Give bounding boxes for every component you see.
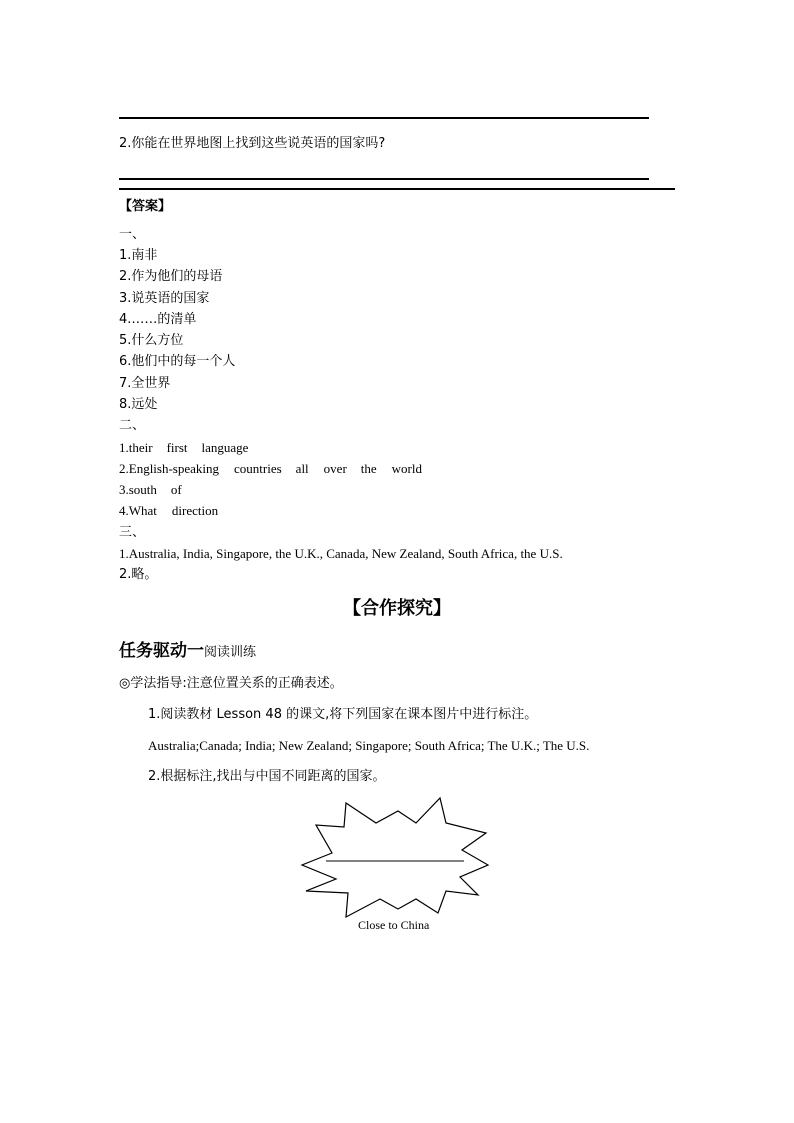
section-2-label: 二、 bbox=[119, 418, 146, 433]
word: first bbox=[166, 440, 188, 455]
figure-caption: Close to China bbox=[358, 918, 430, 932]
word: 1.their bbox=[119, 440, 153, 455]
section-3-label: 三、 bbox=[119, 525, 146, 540]
question-2: 2.你能在世界地图上找到这些说英语的国家吗? bbox=[119, 136, 386, 151]
word: direction bbox=[171, 503, 219, 518]
section-2-item bbox=[119, 482, 182, 498]
section-3-item: 1.Australia, India, Singapore, the U.K., Canada, New Zealand, South Africa, the U.S. bbox=[119, 546, 563, 561]
answer-line-2 bbox=[119, 178, 649, 180]
word: the bbox=[360, 461, 377, 476]
step-2: 2.根据标注,找出与中国不同距离的国家。 bbox=[148, 769, 386, 784]
word: language bbox=[201, 440, 249, 455]
country-list: Australia;Canada; India; New Zealand; Singapore; South Africa; The U.K.; The U.S. bbox=[148, 738, 590, 753]
task-title: 任务驱动一 bbox=[119, 641, 204, 661]
section-1-item: 8.远处 bbox=[119, 397, 158, 412]
section-1-item: 6.他们中的每一个人 bbox=[119, 354, 236, 369]
answer-line-1 bbox=[119, 117, 649, 119]
word: 2.English-speaking bbox=[119, 461, 220, 476]
starburst-shape bbox=[302, 798, 488, 917]
starburst-figure bbox=[298, 795, 498, 919]
task-heading bbox=[119, 636, 256, 661]
word: world bbox=[391, 461, 423, 476]
cooperation-title: 【合作探究】 bbox=[343, 598, 451, 619]
task-subtitle: 阅读训练 bbox=[204, 645, 257, 660]
section-divider bbox=[119, 188, 675, 190]
section-2-item bbox=[119, 503, 218, 519]
section-1-item: 2.作为他们的母语 bbox=[119, 269, 223, 284]
section-1-item: 3.说英语的国家 bbox=[119, 291, 210, 306]
section-1-item: 1.南非 bbox=[119, 248, 158, 263]
answer-title: 【答案】 bbox=[119, 199, 172, 214]
word: of bbox=[170, 482, 182, 497]
section-1-item: 4.……的清单 bbox=[119, 312, 197, 327]
section-1-item: 5.什么方位 bbox=[119, 333, 184, 348]
section-1-item: 7.全世界 bbox=[119, 376, 171, 391]
step-1: 1.阅读教材 Lesson 48 的课文,将下列国家在课本图片中进行标注。 bbox=[148, 707, 538, 722]
section-3-item: 2.略。 bbox=[119, 567, 158, 582]
word: all bbox=[295, 461, 309, 476]
word: 4.What bbox=[119, 503, 157, 518]
word: countries bbox=[234, 461, 282, 476]
section-2-item bbox=[119, 440, 248, 456]
word: over bbox=[323, 461, 347, 476]
section-1-label: 一、 bbox=[119, 227, 146, 242]
study-guide: ◎学法指导:注意位置关系的正确表述。 bbox=[119, 676, 343, 691]
section-2-item bbox=[119, 461, 422, 477]
word: 3.south bbox=[119, 482, 157, 497]
